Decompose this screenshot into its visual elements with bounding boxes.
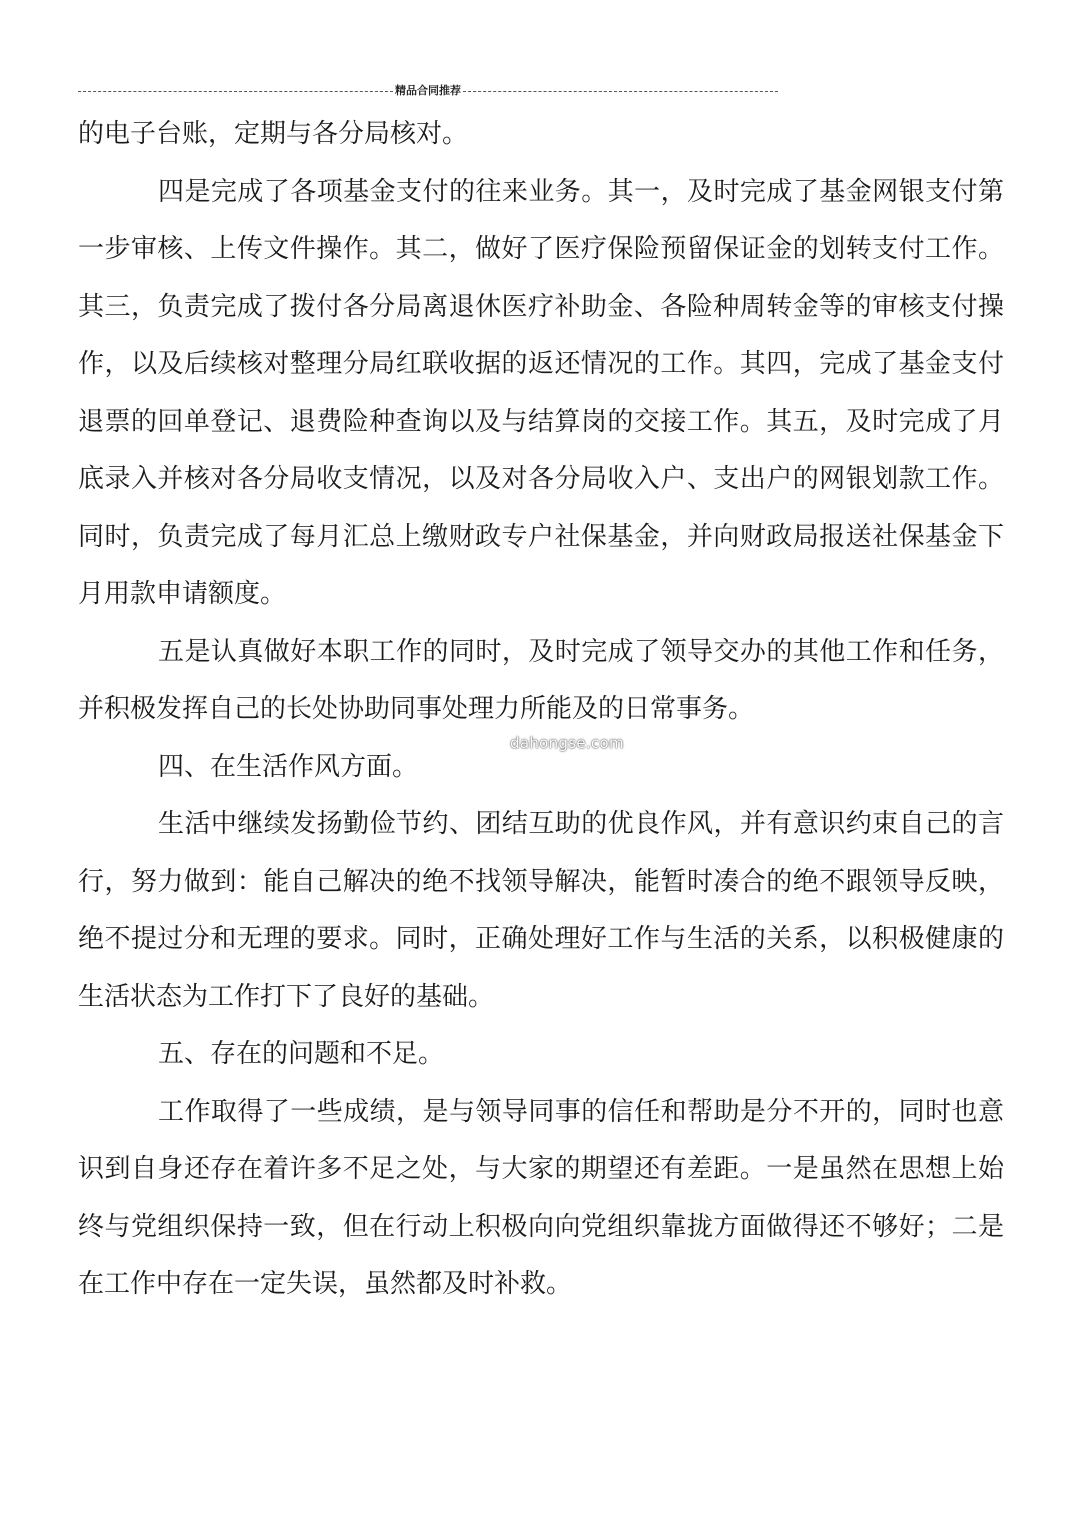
paragraph-fund-payments: 四是完成了各项基金支付的往来业务。其一，及时完成了基金网银支付第一步审核、上传文件操作。其二，做好了医疗保险预留保证金的划转支付工作。其三，负责完成了拨付各分局离退休医疗补助金、各险种周转金等的审核支付操作，以及后续核对整理分局红联收据的返还情况的工作。其四，完成了基金支付退票的回单登记、退费险种查询以及与结算岗的交接工作。其五，及时完成了月底录入并核对各分局收支情况，以及对各分局收入户、支出户的网银划款工作。同时，负责完成了每月汇总上缴财政专户社保基金，并向财政局报送社保基金下月用款申请额度。 bbox=[78, 176, 1004, 609]
header-rule bbox=[78, 84, 778, 98]
header-dash-left bbox=[78, 91, 393, 92]
paragraph-continuation: 的电子台账，定期与各分局核对。 bbox=[78, 119, 469, 149]
section-heading-problems: 五、存在的问题和不足。 bbox=[158, 1039, 445, 1069]
document-body bbox=[78, 106, 1004, 1314]
paragraph-other-duties: 五是认真做好本职工作的同时，及时完成了领导交办的其他工作和任务，并积极发挥自己的长处协助同事处理力所能及的日常事务。 bbox=[78, 636, 1004, 724]
section-heading-lifestyle: 四、在生活作风方面。 bbox=[158, 751, 419, 782]
paragraph-problems: 工作取得了一些成绩，是与领导同事的信任和帮助是分不开的，同时也意识到自身还存在着许多不足之处，与大家的期望还有差距。一是虽然在思想上始终与党组织保持一致，但在行动上积极向向党组织靠拢方面做得还不够好；二是在工作中存在一定失误，虽然都及时补救。 bbox=[78, 1096, 1004, 1299]
watermark: dahongse.com bbox=[510, 734, 624, 752]
paragraph-lifestyle: 生活中继续发扬勤俭节约、团结互助的优良作风，并有意识约束自己的言行，努力做到：能自己解决的绝不找领导解决，能暂时凑合的绝不跟领导反映，绝不提过分和无理的要求。同时，正确处理好工作与生活的关系，以积极健康的生活状态为工作打下了良好的基础。 bbox=[78, 809, 1004, 1012]
header-dash-right bbox=[463, 91, 778, 92]
header-label: 精品合同推荐 bbox=[395, 84, 461, 97]
